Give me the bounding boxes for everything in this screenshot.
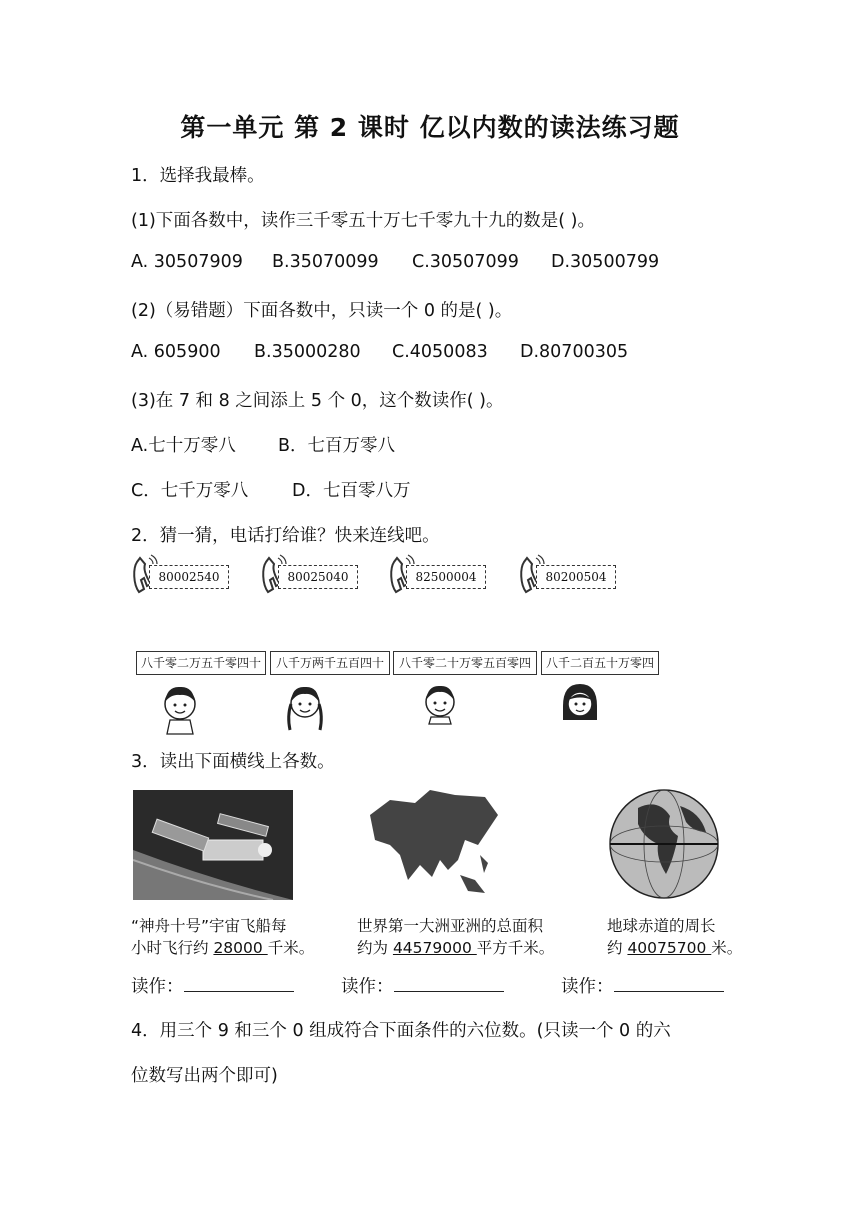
- speech-bubble-1: 八千零二万五千零四十: [136, 651, 266, 675]
- boy-face-icon-2: [415, 676, 465, 736]
- q3-item-2-line2: 约为 44579000 平方千米。: [357, 939, 555, 957]
- q1-sub1-option-d: D.30500799: [551, 252, 660, 272]
- q1-sub1-option-b: B.35070099: [272, 252, 379, 272]
- girl-face-icon-2: [555, 676, 605, 736]
- speech-bubble-2: 八千万两千五百四十: [270, 651, 390, 675]
- answer-blank[interactable]: [394, 975, 504, 992]
- girl-face-icon: [280, 676, 330, 736]
- answer-blank[interactable]: [614, 975, 724, 992]
- q3-item-3-line2: 约 40075700 米。: [607, 939, 743, 957]
- q1-sub1-stem: (1)下面各数中，读作三千零五十万七千零九十九的数是( )。: [131, 211, 596, 231]
- q1-sub3-stem: (3)在 7 和 8 之间添上 5 个 0，这个数读作( )。: [131, 391, 504, 411]
- boy-face-icon: [155, 676, 205, 736]
- page-title: 第一单元 第 2 课时 亿以内数的读法练习题: [180, 113, 680, 142]
- q1-sub1-option-c: C.30507099: [412, 252, 519, 272]
- phone-number: 80002540: [149, 565, 229, 589]
- phone-number: 80025040: [278, 565, 358, 589]
- q1-sub2-option-d: D.80700305: [520, 342, 629, 362]
- q3-answer-1: 读作：: [131, 973, 294, 998]
- speech-bubble-3: 八千零二十万零五百零四: [393, 651, 537, 675]
- globe-image: [608, 788, 720, 900]
- phone-card-2: [260, 554, 360, 598]
- q1-sub3-option-a: A.七十万零八: [131, 436, 236, 456]
- q1-sub2-stem: (2)（易错题）下面各数中，只读一个 0 的是( )。: [131, 301, 513, 321]
- phone-card-3: [388, 554, 488, 598]
- q3-item-1: [131, 915, 314, 959]
- q3-heading: 3．读出下面横线上各数。: [131, 752, 335, 772]
- q1-sub3-option-c: C．七千万零八: [131, 481, 249, 501]
- q3-item-2: [357, 915, 554, 959]
- q2-heading: 2．猜一猜，电话打给谁？快来连线吧。: [131, 526, 440, 546]
- q3-item-1-line2: 小时飞行约 28000 千米。: [131, 939, 315, 957]
- q3-answer-2: 读作：: [341, 973, 504, 998]
- q1-sub3-option-b: B．七百万零八: [278, 436, 396, 456]
- phone-number: 80200504: [536, 565, 616, 589]
- phone-number: 82500004: [406, 565, 486, 589]
- q3-item-3: [607, 915, 742, 959]
- q4-line2: 位数写出两个即可): [131, 1066, 278, 1086]
- q3-item-1-line1: “神舟十号”宇宙飞船每: [131, 917, 287, 935]
- q1-sub2-option-b: B.35000280: [254, 342, 361, 362]
- q3-item-3-number: 40075700: [627, 939, 712, 957]
- q1-heading: 1．选择我最棒。: [131, 166, 265, 186]
- q3-item-1-number: 28000: [213, 939, 268, 957]
- phone-card-4: [518, 554, 618, 598]
- speech-bubble-4: 八千二百五十万零四: [541, 651, 659, 675]
- spacecraft-photo: [133, 790, 293, 900]
- q4-line1: 4．用三个 9 和三个 0 组成符合下面条件的六位数。(只读一个 0 的六: [131, 1021, 671, 1041]
- phone-card-1: [131, 554, 231, 598]
- q3-item-2-number: 44579000: [392, 939, 477, 957]
- q3-answer-3: 读作：: [561, 973, 724, 998]
- asia-map-silhouette: [360, 785, 500, 900]
- q1-sub1-option-a: A. 30507909: [131, 252, 243, 272]
- q3-item-3-line1: 地球赤道的周长: [607, 917, 716, 935]
- answer-blank[interactable]: [184, 975, 294, 992]
- q1-sub3-option-d: D．七百零八万: [292, 481, 411, 501]
- q3-item-2-line1: 世界第一大洲亚洲的总面积: [357, 917, 544, 935]
- q1-sub2-option-a: A. 605900: [131, 342, 221, 362]
- q1-sub2-option-c: C.4050083: [392, 342, 488, 362]
